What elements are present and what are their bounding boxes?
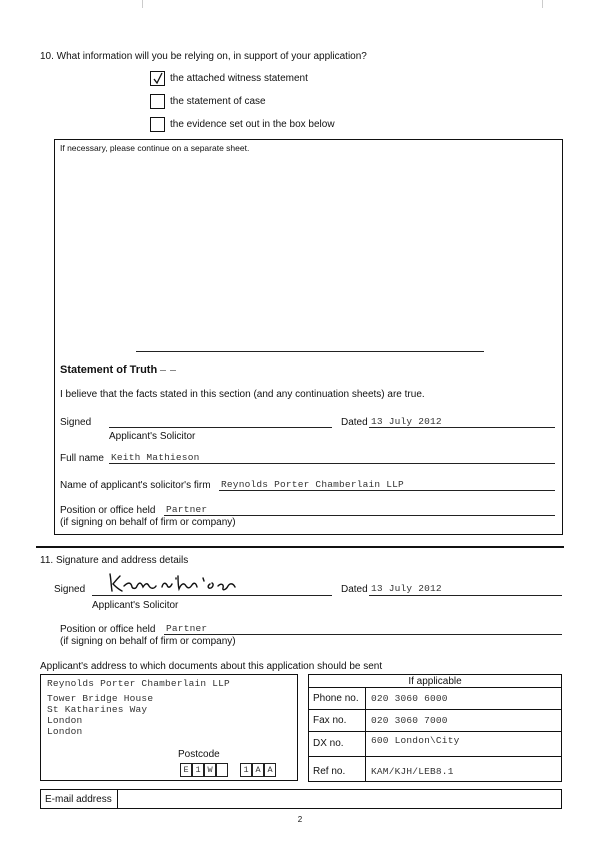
- position-line: [164, 634, 562, 635]
- truth-text: I believe that the facts stated in this section (and any continuation sheets) are true.: [60, 389, 425, 400]
- scan-mark: [160, 370, 166, 371]
- postcode-label: Postcode: [178, 749, 220, 760]
- ref-label: Ref no.: [313, 766, 346, 777]
- address-line[interactable]: Reynolds Porter Chamberlain LLP: [47, 678, 230, 689]
- evidence-box: [54, 139, 563, 535]
- email-field[interactable]: [117, 789, 562, 809]
- address-line[interactable]: London: [47, 726, 83, 737]
- email-label: E-mail address: [45, 794, 112, 805]
- position-value[interactable]: Partner: [166, 504, 208, 515]
- postcode-char[interactable]: A: [264, 763, 276, 777]
- full-name-line: [109, 463, 555, 464]
- postcode-char[interactable]: W: [204, 763, 216, 777]
- firm-label: Name of applicant's solicitor's firm: [60, 480, 211, 491]
- position-line: [164, 515, 555, 516]
- position-value[interactable]: Partner: [166, 623, 208, 634]
- postcode-char[interactable]: [216, 763, 228, 777]
- signed-label: Signed: [54, 584, 86, 595]
- checkbox-witness-statement[interactable]: [150, 71, 165, 86]
- scan-mark: [142, 0, 143, 8]
- q10-heading: 10. What information will you be relying on, in support of your application?: [40, 51, 367, 62]
- signed-label: Signed: [60, 417, 92, 428]
- box-note: If necessary, please continue on a separate sheet.: [60, 143, 250, 153]
- postcode-char[interactable]: E: [180, 763, 192, 777]
- dated-label: Dated: [341, 584, 368, 595]
- scan-mark: [170, 370, 176, 371]
- phone-value[interactable]: 020 3060 6000: [371, 693, 448, 704]
- address-line[interactable]: St Katharines Way: [47, 704, 148, 715]
- firm-line: [219, 490, 555, 491]
- dated-line: [369, 595, 562, 596]
- postcode-char[interactable]: A: [252, 763, 264, 777]
- ref-value[interactable]: KAM/KJH/LEB8.1: [371, 766, 454, 777]
- dated-label: Dated: [341, 417, 368, 428]
- statement-of-truth-title: Statement of Truth: [60, 364, 158, 376]
- fax-label: Fax no.: [313, 715, 347, 726]
- handwritten-signature: [104, 570, 280, 596]
- phone-label: Phone no.: [313, 693, 359, 704]
- postcode-char[interactable]: 1: [192, 763, 204, 777]
- signed-role: Applicant's Solicitor: [92, 600, 179, 611]
- dated-value[interactable]: 13 July 2012: [371, 416, 442, 427]
- signature-line[interactable]: [109, 427, 332, 428]
- signed-role: Applicant's Solicitor: [109, 431, 196, 442]
- dated-value[interactable]: 13 July 2012: [371, 583, 442, 594]
- position-label: Position or office held: [60, 624, 156, 635]
- position-note: (if signing on behalf of firm or company): [60, 636, 236, 647]
- checkmark-icon: [152, 72, 164, 85]
- firm-value[interactable]: Reynolds Porter Chamberlain LLP: [221, 479, 404, 490]
- position-note: (if signing on behalf of firm or company): [60, 517, 236, 528]
- address-line[interactable]: Tower Bridge House: [47, 693, 154, 704]
- option-label: the statement of case: [170, 96, 266, 107]
- option-label: the attached witness statement: [170, 73, 308, 84]
- dx-value[interactable]: 600 London\City: [371, 735, 460, 746]
- fax-value[interactable]: 020 3060 7000: [371, 715, 448, 726]
- q11-heading: 11. Signature and address details: [40, 555, 189, 566]
- evidence-divider: [136, 351, 484, 352]
- full-name-value[interactable]: Keith Mathieson: [111, 452, 200, 463]
- signature-line[interactable]: [92, 595, 332, 596]
- option-label: the evidence set out in the box below: [170, 119, 335, 130]
- full-name-label: Full name: [60, 453, 104, 464]
- dated-line: [369, 427, 555, 428]
- dx-label: DX no.: [313, 738, 344, 749]
- section-divider: [36, 546, 564, 548]
- contact-header: If applicable: [408, 676, 462, 687]
- scan-mark: [542, 0, 543, 8]
- page-number: 2: [297, 815, 303, 824]
- position-label: Position or office held: [60, 505, 156, 516]
- checkbox-statement-of-case[interactable]: [150, 94, 165, 109]
- postcode-char[interactable]: 1: [240, 763, 252, 777]
- checkbox-evidence-below[interactable]: [150, 117, 165, 132]
- address-heading: Applicant's address to which documents about this application should be sent: [40, 661, 383, 672]
- address-line[interactable]: London: [47, 715, 83, 726]
